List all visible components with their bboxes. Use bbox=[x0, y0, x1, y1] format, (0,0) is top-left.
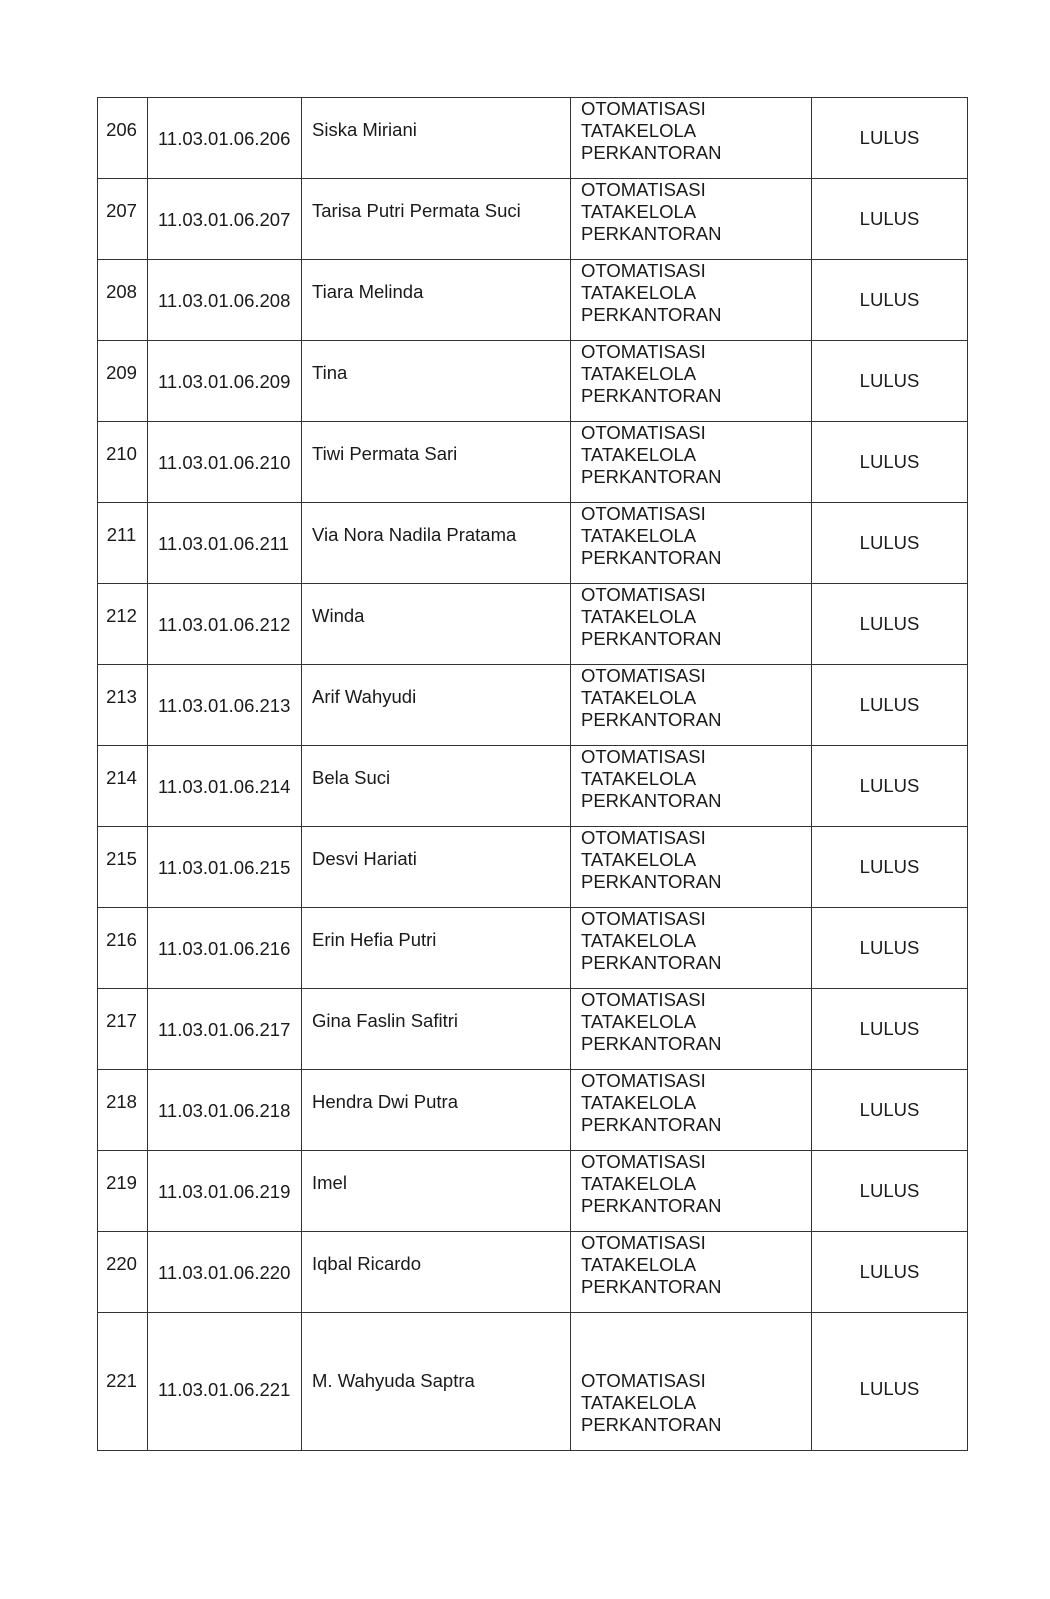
student-id-cell bbox=[148, 260, 302, 341]
program-line-3: PERKANTORAN bbox=[581, 385, 722, 406]
program-line-2: TATAKELOLA bbox=[581, 1092, 697, 1113]
program-cell bbox=[571, 503, 812, 584]
status-text: LULUS bbox=[859, 1180, 920, 1201]
program-line-1: OTOMATISASI bbox=[581, 1151, 706, 1172]
student-id-cell bbox=[148, 422, 302, 503]
student-name: Tarisa Putri Permata Suci bbox=[312, 200, 521, 221]
student-name: Desvi Hariati bbox=[312, 848, 417, 869]
program-cell bbox=[571, 98, 812, 179]
student-id-cell bbox=[148, 1070, 302, 1151]
student-name-cell bbox=[302, 1151, 571, 1232]
table-row bbox=[98, 908, 968, 989]
student-name: Tina bbox=[312, 362, 348, 383]
program-line-3: PERKANTORAN bbox=[581, 547, 722, 568]
row-number-cell bbox=[98, 584, 148, 665]
status-text: LULUS bbox=[859, 1099, 920, 1120]
student-name-cell bbox=[302, 989, 571, 1070]
table-row bbox=[98, 1232, 968, 1313]
student-id-cell bbox=[148, 179, 302, 260]
student-name-cell bbox=[302, 260, 571, 341]
row-number: 207 bbox=[106, 200, 137, 221]
row-number: 221 bbox=[106, 1370, 137, 1391]
status-text: LULUS bbox=[859, 856, 920, 877]
program-cell bbox=[571, 827, 812, 908]
status-text: LULUS bbox=[859, 532, 920, 553]
student-id-cell bbox=[148, 665, 302, 746]
row-number: 217 bbox=[106, 1010, 137, 1031]
program-cell bbox=[571, 260, 812, 341]
student-id: 11.03.01.06.221 bbox=[158, 1379, 291, 1400]
status-cell bbox=[812, 1151, 968, 1232]
student-name: Via Nora Nadila Pratama bbox=[312, 524, 517, 545]
row-number-cell bbox=[98, 422, 148, 503]
student-name: Tiara Melinda bbox=[312, 281, 424, 302]
student-name-cell bbox=[302, 503, 571, 584]
row-number: 210 bbox=[106, 443, 137, 464]
student-id: 11.03.01.06.210 bbox=[158, 452, 291, 473]
program-line-3: PERKANTORAN bbox=[581, 1033, 722, 1054]
student-id: 11.03.01.06.219 bbox=[158, 1181, 291, 1202]
student-name: Erin Hefia Putri bbox=[312, 929, 437, 950]
student-id: 11.03.01.06.208 bbox=[158, 290, 291, 311]
row-number: 211 bbox=[106, 524, 137, 545]
status-text: LULUS bbox=[859, 127, 920, 148]
student-id: 11.03.01.06.207 bbox=[158, 209, 291, 230]
row-number: 214 bbox=[106, 767, 137, 788]
row-number: 216 bbox=[106, 929, 137, 950]
program-line-3: PERKANTORAN bbox=[581, 1195, 722, 1216]
status-cell bbox=[812, 260, 968, 341]
status-text: LULUS bbox=[859, 451, 920, 472]
program-line-1: OTOMATISASI bbox=[581, 98, 706, 119]
status-cell bbox=[812, 908, 968, 989]
student-name-cell bbox=[302, 746, 571, 827]
program-cell bbox=[571, 665, 812, 746]
student-name: Hendra Dwi Putra bbox=[312, 1091, 459, 1112]
status-cell bbox=[812, 1232, 968, 1313]
program-line-2: TATAKELOLA bbox=[581, 849, 697, 870]
student-name: Siska Miriani bbox=[312, 119, 417, 140]
student-id: 11.03.01.06.215 bbox=[158, 857, 291, 878]
student-id-cell bbox=[148, 98, 302, 179]
table-row bbox=[98, 179, 968, 260]
status-cell bbox=[812, 746, 968, 827]
program-line-3: PERKANTORAN bbox=[581, 466, 722, 487]
student-id-cell bbox=[148, 503, 302, 584]
status-cell bbox=[812, 1313, 968, 1451]
student-name-cell bbox=[302, 584, 571, 665]
student-id: 11.03.01.06.217 bbox=[158, 1019, 291, 1040]
student-id-cell bbox=[148, 908, 302, 989]
row-number-cell bbox=[98, 341, 148, 422]
program-cell bbox=[571, 584, 812, 665]
program-line-2: TATAKELOLA bbox=[581, 363, 697, 384]
program-cell bbox=[571, 908, 812, 989]
program-line-3: PERKANTORAN bbox=[581, 952, 722, 973]
table-row bbox=[98, 827, 968, 908]
row-number: 212 bbox=[106, 605, 137, 626]
program-line-3: PERKANTORAN bbox=[581, 871, 722, 892]
student-name: M. Wahyuda Saptra bbox=[312, 1370, 475, 1391]
student-name: Tiwi Permata Sari bbox=[312, 443, 458, 464]
row-number-cell bbox=[98, 908, 148, 989]
student-id-cell bbox=[148, 989, 302, 1070]
student-name-cell bbox=[302, 179, 571, 260]
student-name-cell bbox=[302, 1232, 571, 1313]
program-line-1: OTOMATISASI bbox=[581, 179, 706, 200]
program-cell bbox=[571, 1313, 812, 1451]
row-number: 209 bbox=[106, 362, 137, 383]
status-text: LULUS bbox=[859, 775, 920, 796]
row-number-cell bbox=[98, 1313, 148, 1451]
student-name: Winda bbox=[312, 605, 365, 626]
program-line-1: OTOMATISASI bbox=[581, 989, 706, 1010]
student-id: 11.03.01.06.216 bbox=[158, 938, 291, 959]
table-row bbox=[98, 98, 968, 179]
program-line-2: TATAKELOLA bbox=[581, 1254, 697, 1275]
student-id: 11.03.01.06.206 bbox=[158, 128, 291, 149]
table-row bbox=[98, 1151, 968, 1232]
program-line-1: OTOMATISASI bbox=[581, 422, 706, 443]
student-id-cell bbox=[148, 341, 302, 422]
program-line-3: PERKANTORAN bbox=[581, 1414, 722, 1435]
program-line-2: TATAKELOLA bbox=[581, 525, 697, 546]
program-line-3: PERKANTORAN bbox=[581, 628, 722, 649]
status-cell bbox=[812, 827, 968, 908]
status-cell bbox=[812, 341, 968, 422]
table-row bbox=[98, 584, 968, 665]
student-name-cell bbox=[302, 827, 571, 908]
row-number-cell bbox=[98, 827, 148, 908]
graduation-results-table bbox=[97, 97, 968, 1451]
program-line-2: TATAKELOLA bbox=[581, 120, 697, 141]
program-line-1: OTOMATISASI bbox=[581, 260, 706, 281]
row-number: 220 bbox=[106, 1253, 137, 1274]
student-name: Gina Faslin Safitri bbox=[312, 1010, 458, 1031]
program-cell bbox=[571, 341, 812, 422]
student-name-cell bbox=[302, 341, 571, 422]
row-number: 215 bbox=[106, 848, 137, 869]
table-body bbox=[98, 98, 968, 1451]
table-row bbox=[98, 503, 968, 584]
status-text: LULUS bbox=[859, 370, 920, 391]
student-name: Iqbal Ricardo bbox=[312, 1253, 422, 1274]
program-cell bbox=[571, 1232, 812, 1313]
table-row bbox=[98, 422, 968, 503]
student-id-cell bbox=[148, 1313, 302, 1451]
row-number: 213 bbox=[106, 686, 137, 707]
row-number-cell bbox=[98, 1232, 148, 1313]
row-number-cell bbox=[98, 1151, 148, 1232]
program-cell bbox=[571, 1151, 812, 1232]
program-line-3: PERKANTORAN bbox=[581, 790, 722, 811]
program-line-2: TATAKELOLA bbox=[581, 1011, 697, 1032]
program-cell bbox=[571, 746, 812, 827]
student-id-cell bbox=[148, 827, 302, 908]
student-id-cell bbox=[148, 1232, 302, 1313]
student-id: 11.03.01.06.220 bbox=[158, 1262, 291, 1283]
student-id: 11.03.01.06.218 bbox=[158, 1100, 291, 1121]
program-line-3: PERKANTORAN bbox=[581, 709, 722, 730]
status-cell bbox=[812, 179, 968, 260]
program-line-1: OTOMATISASI bbox=[581, 1370, 706, 1391]
row-number: 219 bbox=[106, 1172, 137, 1193]
student-name-cell bbox=[302, 98, 571, 179]
status-cell bbox=[812, 665, 968, 746]
row-number-cell bbox=[98, 1070, 148, 1151]
status-text: LULUS bbox=[859, 1261, 920, 1282]
program-line-2: TATAKELOLA bbox=[581, 1392, 697, 1413]
table-row bbox=[98, 989, 968, 1070]
table-row bbox=[98, 1313, 968, 1451]
program-cell bbox=[571, 179, 812, 260]
row-number: 218 bbox=[106, 1091, 137, 1112]
row-number-cell bbox=[98, 260, 148, 341]
row-number: 206 bbox=[106, 119, 137, 140]
program-cell bbox=[571, 1070, 812, 1151]
student-name: Arif Wahyudi bbox=[312, 686, 417, 707]
program-line-2: TATAKELOLA bbox=[581, 444, 697, 465]
student-id-cell bbox=[148, 1151, 302, 1232]
status-cell bbox=[812, 422, 968, 503]
program-line-2: TATAKELOLA bbox=[581, 930, 697, 951]
program-line-2: TATAKELOLA bbox=[581, 282, 697, 303]
program-line-1: OTOMATISASI bbox=[581, 746, 706, 767]
status-cell bbox=[812, 1070, 968, 1151]
table-row bbox=[98, 260, 968, 341]
program-line-1: OTOMATISASI bbox=[581, 584, 706, 605]
status-text: LULUS bbox=[859, 694, 920, 715]
program-line-3: PERKANTORAN bbox=[581, 142, 722, 163]
student-name-cell bbox=[302, 908, 571, 989]
program-cell bbox=[571, 422, 812, 503]
row-number-cell bbox=[98, 179, 148, 260]
student-id: 11.03.01.06.212 bbox=[158, 614, 291, 635]
program-line-2: TATAKELOLA bbox=[581, 606, 697, 627]
student-name-cell bbox=[302, 1070, 571, 1151]
student-name: Bela Suci bbox=[312, 767, 391, 788]
program-cell bbox=[571, 989, 812, 1070]
row-number-cell bbox=[98, 746, 148, 827]
student-id: 11.03.01.06.214 bbox=[158, 776, 291, 797]
table-row bbox=[98, 665, 968, 746]
status-text: LULUS bbox=[859, 937, 920, 958]
program-line-1: OTOMATISASI bbox=[581, 665, 706, 686]
row-number-cell bbox=[98, 989, 148, 1070]
status-cell bbox=[812, 503, 968, 584]
program-line-2: TATAKELOLA bbox=[581, 201, 697, 222]
program-line-3: PERKANTORAN bbox=[581, 1114, 722, 1135]
student-name: Imel bbox=[312, 1172, 347, 1193]
program-line-3: PERKANTORAN bbox=[581, 223, 722, 244]
student-name-cell bbox=[302, 1313, 571, 1451]
status-cell bbox=[812, 989, 968, 1070]
status-text: LULUS bbox=[859, 208, 920, 229]
row-number: 208 bbox=[106, 281, 137, 302]
program-line-2: TATAKELOLA bbox=[581, 1173, 697, 1194]
program-line-3: PERKANTORAN bbox=[581, 1276, 722, 1297]
program-line-1: OTOMATISASI bbox=[581, 908, 706, 929]
student-id: 11.03.01.06.211 bbox=[158, 533, 289, 554]
status-text: LULUS bbox=[859, 1018, 920, 1039]
program-line-2: TATAKELOLA bbox=[581, 687, 697, 708]
program-line-1: OTOMATISASI bbox=[581, 341, 706, 362]
student-id: 11.03.01.06.213 bbox=[158, 695, 291, 716]
program-line-1: OTOMATISASI bbox=[581, 1232, 706, 1253]
student-id-cell bbox=[148, 584, 302, 665]
status-cell bbox=[812, 584, 968, 665]
program-line-3: PERKANTORAN bbox=[581, 304, 722, 325]
status-text: LULUS bbox=[859, 613, 920, 634]
table-row bbox=[98, 1070, 968, 1151]
student-name-cell bbox=[302, 422, 571, 503]
student-id-cell bbox=[148, 746, 302, 827]
status-cell bbox=[812, 98, 968, 179]
student-name-cell bbox=[302, 665, 571, 746]
row-number-cell bbox=[98, 503, 148, 584]
program-line-1: OTOMATISASI bbox=[581, 1070, 706, 1091]
table-row bbox=[98, 341, 968, 422]
row-number-cell bbox=[98, 98, 148, 179]
program-line-2: TATAKELOLA bbox=[581, 768, 697, 789]
student-id: 11.03.01.06.209 bbox=[158, 371, 291, 392]
program-line-1: OTOMATISASI bbox=[581, 827, 706, 848]
program-line-1: OTOMATISASI bbox=[581, 503, 706, 524]
status-text: LULUS bbox=[859, 1378, 920, 1399]
row-number-cell bbox=[98, 665, 148, 746]
table-row bbox=[98, 746, 968, 827]
status-text: LULUS bbox=[859, 289, 920, 310]
